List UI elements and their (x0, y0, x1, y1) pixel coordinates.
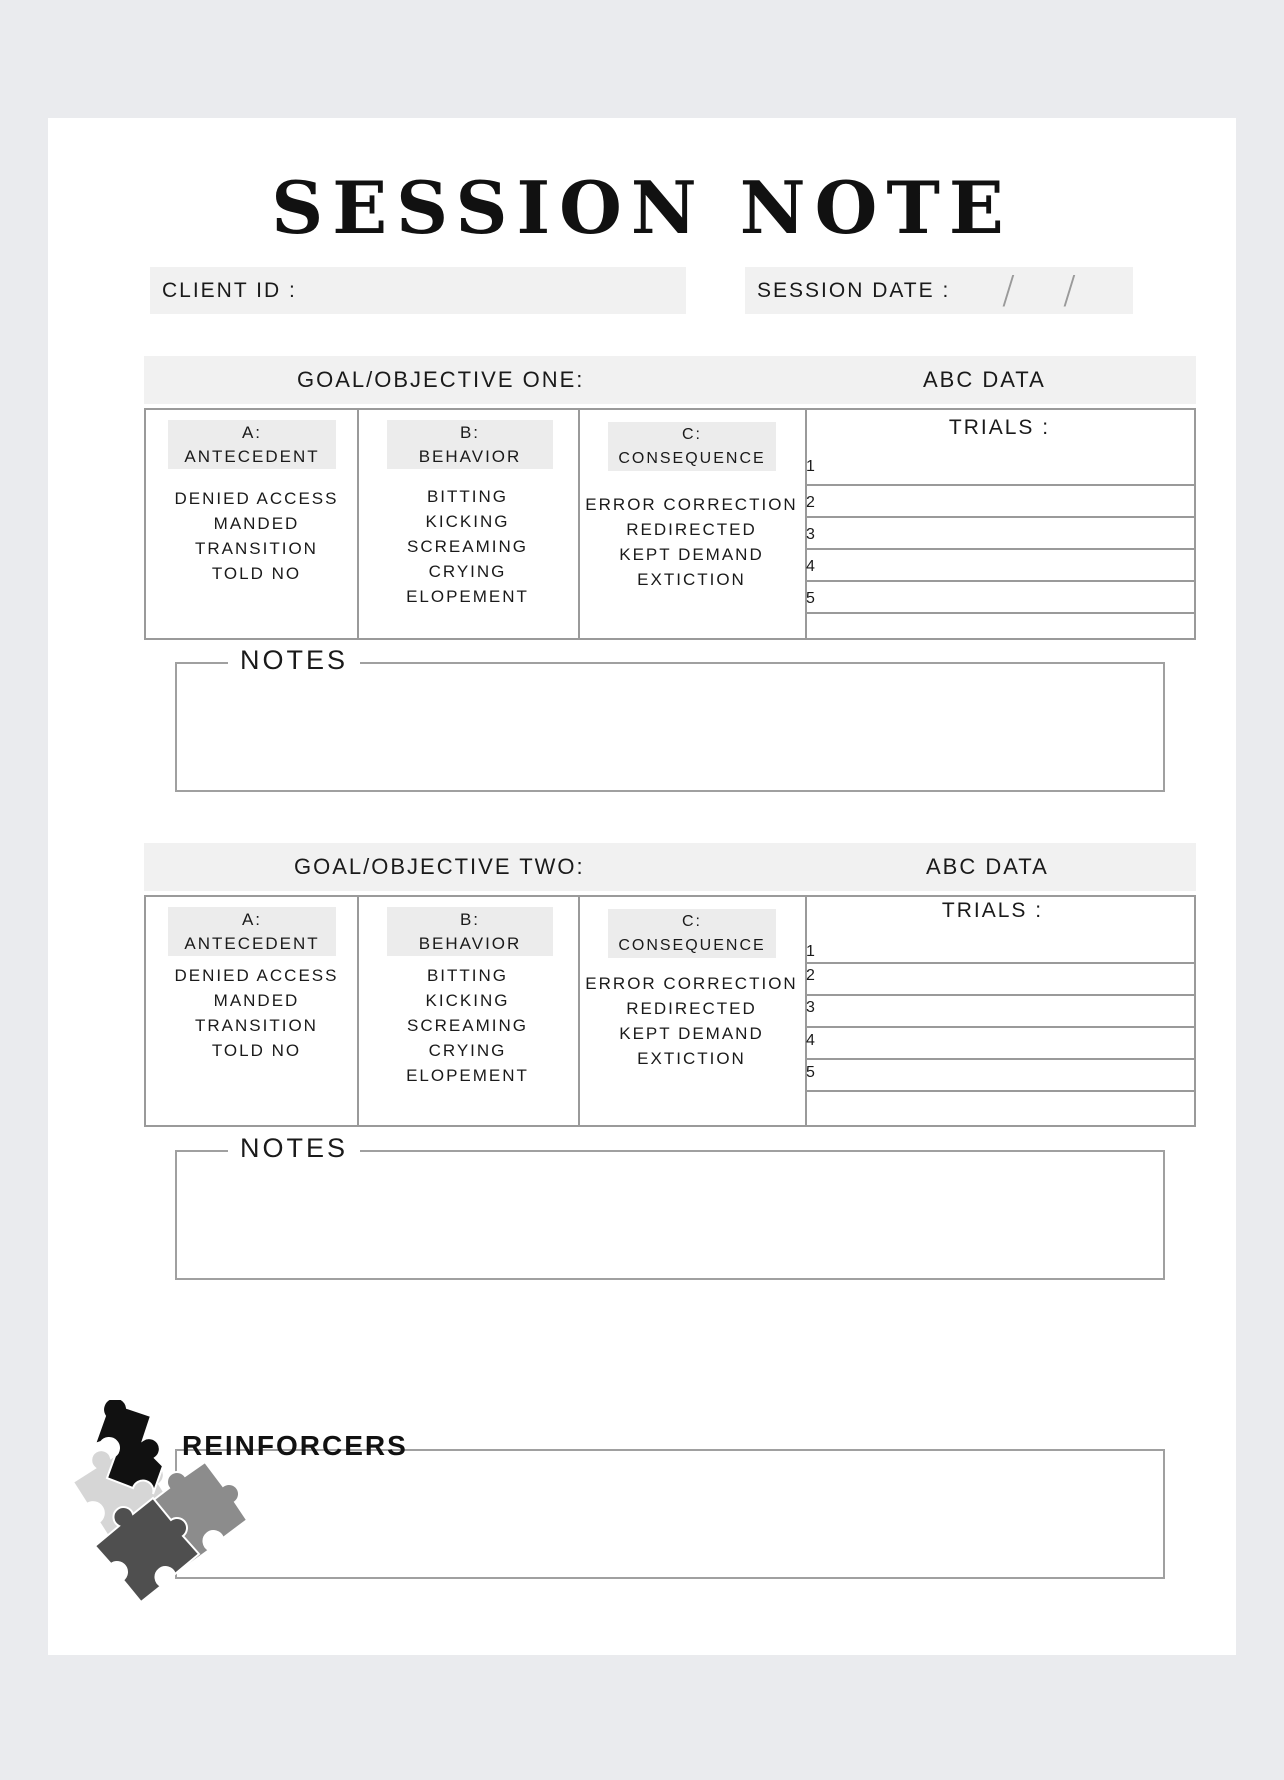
trial-row[interactable] (805, 484, 1194, 516)
list-item[interactable]: KEPT DEMAND (619, 545, 764, 564)
list-item[interactable]: TRANSITION (195, 1016, 318, 1035)
goal-two-label: GOAL/OBJECTIVE TWO: (294, 854, 585, 879)
behavior-column (357, 897, 580, 1125)
consequence-column (578, 410, 807, 638)
trial-number: 2 (806, 494, 815, 511)
session-date-field[interactable] (745, 267, 1133, 314)
list-item[interactable]: MANDED (213, 514, 300, 533)
session-date-label: SESSION DATE : (757, 279, 951, 302)
page-title: SESSION NOTE (271, 165, 1013, 250)
goal-two-band (144, 843, 1196, 891)
list-item[interactable]: MANDED (213, 991, 300, 1010)
notes-label: NOTES (228, 645, 360, 676)
trial-number: 4 (806, 558, 815, 575)
abc-data-label: ABC DATA (923, 367, 1046, 392)
list-item[interactable]: TOLD NO (211, 1041, 302, 1060)
client-id-label: CLIENT ID : (162, 279, 297, 302)
list-item[interactable]: KEPT DEMAND (619, 1024, 764, 1043)
trials-label: TRIALS : (948, 416, 1051, 439)
behavior-list (357, 963, 578, 1088)
list-item[interactable]: DENIED ACCESS (174, 966, 339, 985)
list-item[interactable]: TRANSITION (195, 539, 318, 558)
list-item[interactable]: REDIRECTED (626, 520, 757, 539)
consequence-list (578, 492, 805, 592)
client-id-field[interactable] (150, 267, 686, 314)
notes-label: NOTES (228, 1133, 360, 1164)
trial-row[interactable] (805, 516, 1194, 548)
consequence-tag: C: CONSEQUENCE (608, 909, 776, 958)
trial-number: 1 (806, 943, 815, 960)
trial-number: 2 (806, 967, 815, 984)
behavior-tag: B: BEHAVIOR (387, 907, 553, 956)
goal-one-label: GOAL/OBJECTIVE ONE: (297, 367, 585, 392)
antecedent-list (156, 486, 357, 586)
puzzle-pieces-icon (55, 1400, 255, 1610)
list-item[interactable]: CRYING (428, 1041, 507, 1060)
trial-row[interactable] (805, 957, 1194, 989)
antecedent-column (146, 410, 359, 638)
list-item[interactable]: KICKING (425, 991, 510, 1010)
list-item[interactable]: ELOPEMENT (406, 1066, 529, 1085)
abc-table-one (144, 408, 1196, 640)
trial-line (805, 612, 1194, 614)
list-item[interactable]: BITTING (426, 966, 509, 985)
list-item[interactable]: EXTICTION (637, 570, 746, 589)
antecedent-tag: A: ANTECEDENT (168, 907, 336, 956)
antecedent-list (156, 963, 357, 1063)
trial-number: 5 (806, 590, 815, 607)
consequence-column (578, 897, 807, 1125)
notes-box-one[interactable] (175, 662, 1165, 792)
reinforcers-box[interactable] (175, 1449, 1165, 1579)
date-separator: / (1063, 268, 1078, 312)
list-item[interactable]: SCREAMING (407, 1016, 528, 1035)
consequence-list (578, 971, 805, 1071)
trial-number: 1 (806, 458, 815, 475)
goal-one-band (144, 356, 1196, 404)
list-item[interactable]: TOLD NO (211, 564, 302, 583)
list-item[interactable]: DENIED ACCESS (174, 489, 339, 508)
notes-box-two[interactable] (175, 1150, 1165, 1280)
trial-number: 3 (806, 526, 815, 543)
abc-table-two (144, 895, 1196, 1127)
antecedent-column (146, 897, 359, 1125)
list-item[interactable]: KICKING (425, 512, 510, 531)
list-item[interactable]: ELOPEMENT (406, 587, 529, 606)
trials-column (805, 410, 1194, 638)
consequence-tag: C: CONSEQUENCE (608, 422, 776, 471)
trial-number: 5 (806, 1064, 815, 1081)
reinforcers-label: REINFORCERS (182, 1430, 408, 1461)
trial-number: 4 (806, 1032, 815, 1049)
trial-line (805, 1090, 1194, 1092)
trials-label: TRIALS : (941, 899, 1044, 922)
list-item[interactable]: REDIRECTED (626, 999, 757, 1018)
trial-row[interactable] (805, 448, 1194, 480)
abc-data-label: ABC DATA (926, 854, 1049, 879)
trial-row[interactable] (805, 1054, 1194, 1086)
trial-row[interactable] (805, 1022, 1194, 1054)
behavior-list (357, 484, 578, 609)
list-item[interactable]: CRYING (428, 562, 507, 581)
list-item[interactable]: BITTING (426, 487, 509, 506)
list-item[interactable]: ERROR CORRECTION (585, 974, 798, 993)
trials-column (805, 897, 1194, 1125)
antecedent-tag: A: ANTECEDENT (168, 420, 336, 469)
trial-row[interactable] (805, 989, 1194, 1021)
date-separator: / (1002, 268, 1017, 312)
list-item[interactable]: ERROR CORRECTION (585, 495, 798, 514)
behavior-tag: B: BEHAVIOR (387, 420, 553, 469)
behavior-column (357, 410, 580, 638)
list-item[interactable]: SCREAMING (407, 537, 528, 556)
trial-row[interactable] (805, 580, 1194, 612)
trial-row[interactable] (805, 548, 1194, 580)
trial-number: 3 (806, 999, 815, 1016)
list-item[interactable]: EXTICTION (637, 1049, 746, 1068)
